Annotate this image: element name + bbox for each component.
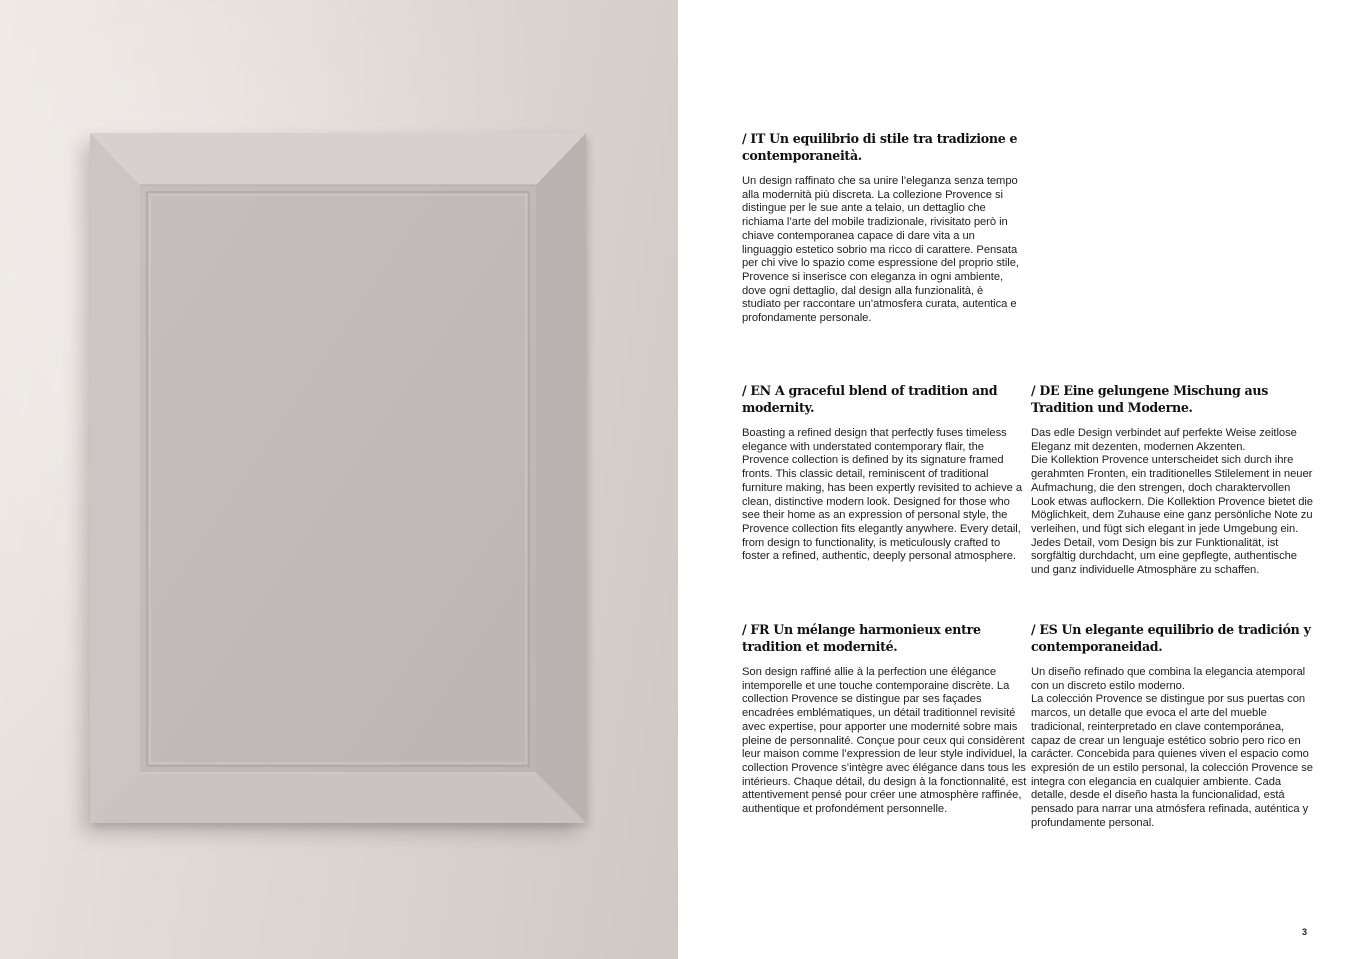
section-fr-heading: / FR Un mélange harmonieux entre tradition et modernité. [742,622,981,654]
frame-top-bevel [90,133,586,185]
section-es-body: Un diseño refinado que combina la elegancia atemporal con un discreto estilo moderno. La colección Provence se distingue por sus puertas con marcos, un detalle que evoca el arte del mueble tradicional, reinterpretado en clave contemporánea, capaz de crear un lenguaje estético sobrio pero rico en carácter. Concebida para quienes viven el espacio como expresión de un estilo personal, la colección Provence se integra con elegancia en cualquier ambiente. Cada detalle, desde el diseño hasta la funcionalidad, está pensado para narrar una atmósfera refinada, auténtica y profundamente personal. [1031,666,1313,829]
section-es [1031,621,1316,830]
section-de-heading: / DE Eine gelungene Mischung aus Tradition und Moderne. [1031,383,1269,415]
section-it-body: Un design raffinato che sa unire l’eleganza senza tempo alla modernità più discreta. La collezione Provence si distingue per le sue ante a telaio, un dettaglio che richiama l’arte del mobile tradizionale, rivisitato però in chiave contemporanea capace di dare vita a un linguaggio estetico sobrio ma ricco di carattere. Pensata per chi vive lo spazio come espressione del proprio stile, Provence si inserisce con eleganza in ogni ambiente, dove ogni dettaglio, dal design alla funzionalità, è studiato per raccontare un’atmosfera curata, autentica e profondamente personale. [742,175,1019,325]
frame-bottom-bevel [90,773,586,823]
section-it-heading: / IT Un equilibrio di stile tra tradizione e contemporaneità. [742,131,1018,163]
page-number: 3 [1302,927,1308,937]
door-panel [140,185,536,773]
section-en-body: Boasting a refined design that perfectly fuses timeless elegance with understated contemporary flair, the Provence collection is defined by its signature framed fronts. This classic detail, reminiscent of traditional furniture making, has been expertly revisited to achieve a clean, distinctive modern look. Designed for those who see their home as an expression of personal style, the Provence collection fits elegantly anywhere. Every detail, from design to functionality, is meticulously crafted to foster a refined, authentic, deeply personal atmosphere. [742,427,1023,563]
section-de-body: Das edle Design verbindet auf perfekte Weise zeitlose Eleganz mit dezenten, modernen Akzenten. Die Kollektion Provence unterscheidet sich durch ihre gerahmten Fronten, ein traditionelles Stilelement in neuer Aufmachung, die den strengen, doch charaktervollen Look etwas auflockern. Die Kollektion Provence bietet die Möglichkeit, dem Zuhause eine ganz persönliche Note zu verleihen, und fügt sich elegant in jede Umgebung ein. Jedes Detail, vom Design bis zur Funktionalität, ist sorgfältig durchdacht, um eine gepflegte, authentische und ganz individuelle Atmosphäre zu schaffen. [1031,427,1313,577]
section-de [1031,382,1316,578]
section-it [742,130,1024,326]
section-es-heading: / ES Un elegante equilibrio de tradición y contemporaneidad. [1031,622,1311,654]
frame-right-bevel [536,133,586,823]
section-en-heading: / EN A graceful blend of tradition and modernity. [742,383,998,415]
frame-left-bevel [90,133,140,823]
section-en [742,382,1027,564]
section-fr-body: Son design raffiné allie à la perfection une élégance intemporelle et une touche contemporaine discrète. La collection Provence se distingue par ses façades encadrées emblématiques, un détail traditionnel revisité avec expertise, pour apporter une modernité sobre mais pleine de personnalité. Conçue pour ceux qui considèrent leur maison comme l’expression de leur style individuel, la collection Provence s’intègre avec élégance dans tous les intérieurs. Chaque détail, du design à la fonctionnalité, est attentivement pensé pour créer une atmosphère raffinée, authentique et profondément personnelle. [742,666,1027,816]
door-illustration [90,133,586,823]
section-fr [742,621,1027,817]
framed-cabinet-door [90,133,586,823]
text-page [678,0,1356,959]
